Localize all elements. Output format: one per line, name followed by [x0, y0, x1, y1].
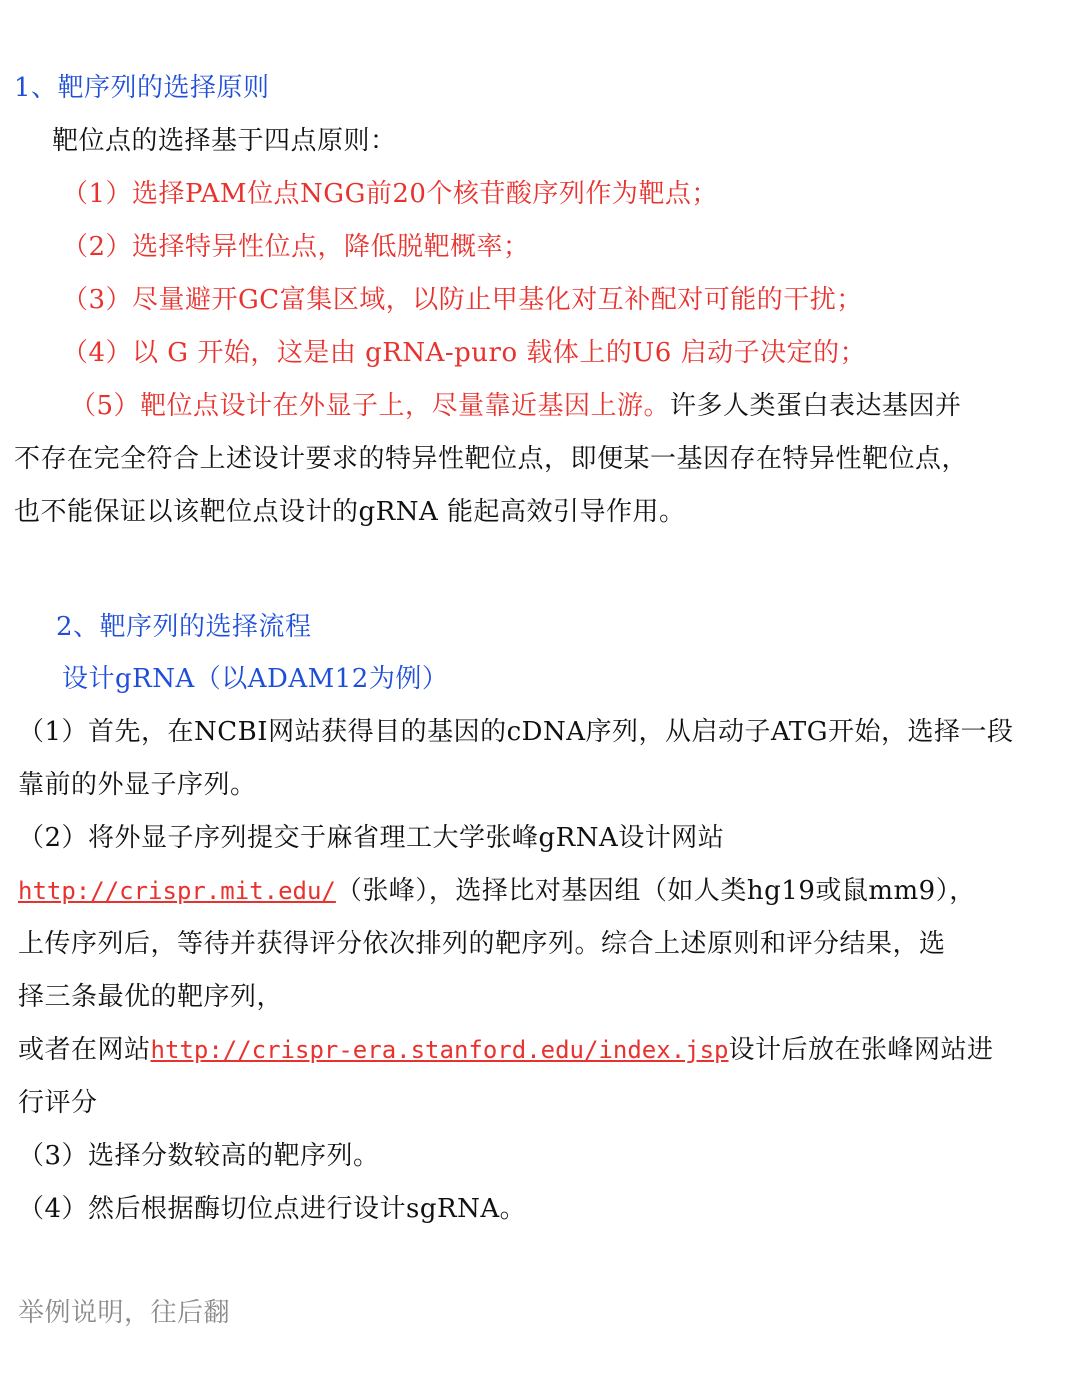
rule-3: （3）尽量避开GC富集区域，以防止甲基化对互补配对可能的干扰；	[62, 285, 863, 315]
step-4: （4）然后根据酶切位点进行设计sgRNA。	[18, 1194, 527, 1224]
section2-subheading: 设计gRNA（以ADAM12为例）	[62, 664, 449, 694]
alternative-site-prefix: 或者在网站	[18, 1035, 151, 1065]
rule-2: （2）选择特异性位点，降低脱靶概率；	[62, 232, 530, 262]
section1-heading: 1、靶序列的选择原则	[14, 73, 270, 103]
section1-paragraph-line-1: 不存在完全符合上述设计要求的特异性靶位点，即便某一基因存在特异性靶位点，	[14, 444, 969, 474]
step-2-line-4: 择三条最优的靶序列，	[18, 982, 284, 1012]
step-2-line-1: （2）将外显子序列提交于麻省理工大学张峰gRNA设计网站	[18, 823, 725, 853]
section1-paragraph-line-2: 也不能保证以该靶位点设计的gRNA 能起高效引导作用。	[14, 497, 686, 527]
alternative-site-suffix: 设计后放在张峰网站进	[728, 1035, 994, 1065]
step-1-line-2: 靠前的外显子序列。	[18, 770, 257, 800]
rule-4: （4）以 G 开始，这是由 gRNA-puro 载体上的U6 启动子决定的；	[62, 338, 867, 368]
step-1-line-1: （1）首先，在NCBI网站获得目的基因的cDNA序列，从启动子ATG开始，选择一段	[18, 717, 1014, 747]
rule-5-continuation: 许多人类蛋白表达基因并	[670, 391, 962, 421]
alternative-site-line-2: 行评分	[18, 1088, 98, 1118]
step-2-link-line	[18, 874, 976, 908]
alternative-site-line	[18, 1033, 994, 1067]
step-3: （3）选择分数较高的靶序列。	[18, 1141, 380, 1171]
step-2-link-trailing-text: （张峰），选择比对基因组（如人类hg19或鼠mm9），	[335, 876, 976, 906]
mit-crispr-link[interactable]: http://crispr.mit.edu/	[18, 877, 336, 905]
stanford-crispr-era-link[interactable]: http://crispr-era.stanford.edu/index.jsp	[150, 1036, 729, 1064]
footer-note: 举例说明，往后翻	[18, 1298, 231, 1328]
rule-5: （5）靶位点设计在外显子上，尽量靠近基因上游。	[70, 391, 671, 421]
section2-heading: 2、靶序列的选择流程	[56, 612, 312, 642]
rule-5-line	[70, 389, 962, 423]
step-2-line-3: 上传序列后，等待并获得评分依次排列的靶序列。综合上述原则和评分结果，选	[18, 929, 946, 959]
section1-intro: 靶位点的选择基于四点原则：	[52, 126, 397, 156]
rule-1: （1）选择PAM位点NGG前20个核苷酸序列作为靶点；	[62, 179, 718, 209]
